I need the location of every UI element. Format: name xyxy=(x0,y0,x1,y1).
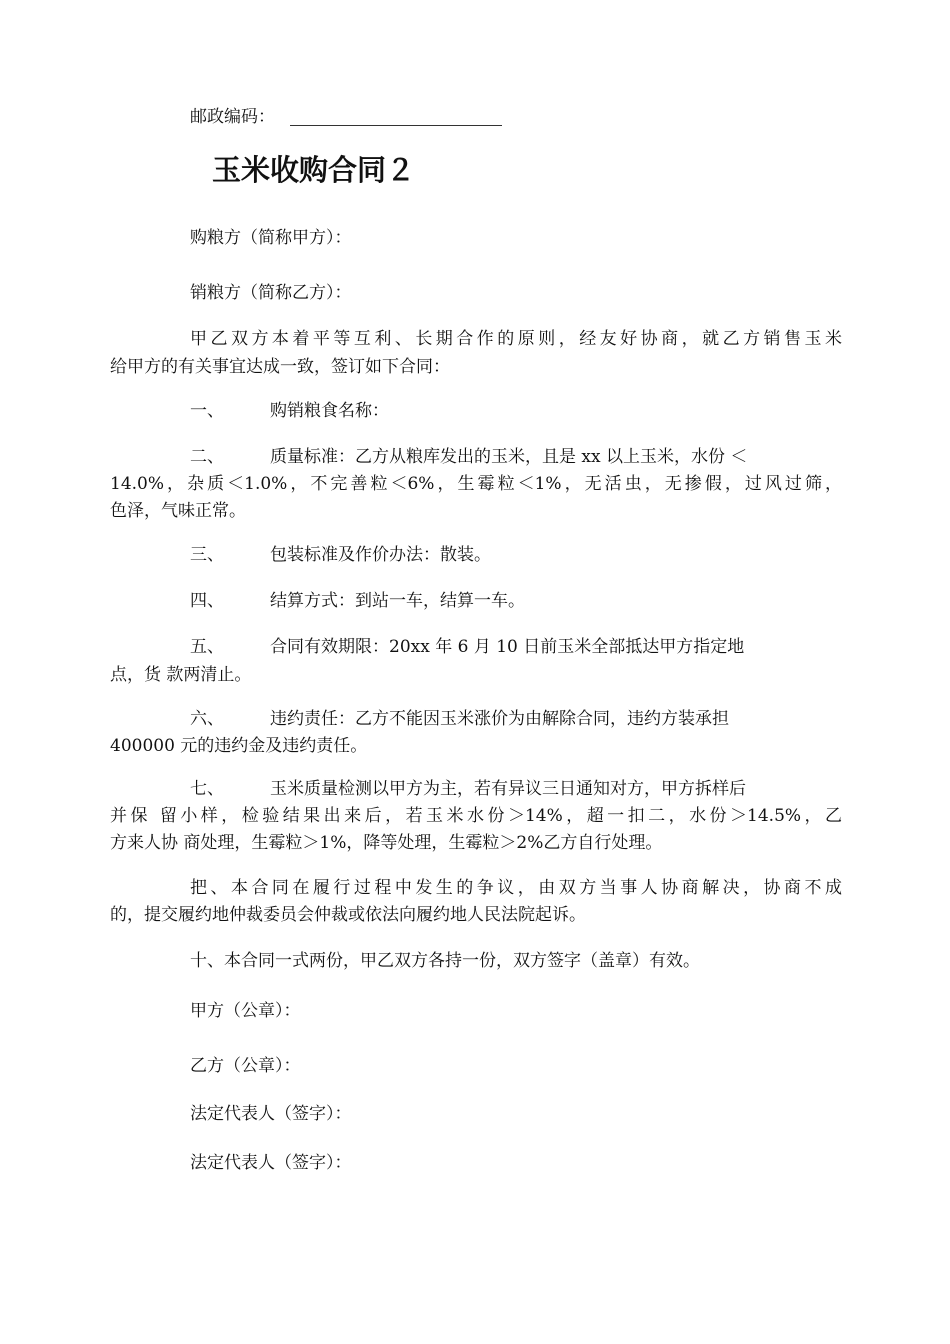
postal-code-label: 邮政编码： xyxy=(190,107,275,127)
party-b-seal-line: 乙方（公章）： xyxy=(190,1056,301,1076)
clause-5-line-2: 点，货 款两清止。 xyxy=(110,665,252,685)
clause-4-number: 四、 xyxy=(190,591,224,611)
document-title: 玉米收购合同２ xyxy=(212,153,416,187)
clause-5-number: 五、 xyxy=(190,637,224,657)
intro-line-2: 给甲方的有关事宜达成一致，签订如下合同： xyxy=(110,357,450,377)
clause-7-text-1: 玉米质量检测以甲方为主，若有异议三日通知对方，甲方拆样后 xyxy=(270,779,746,799)
clause-2-line-2: 14.0%，杂质＜1.0%，不完善粒＜6%，生霉粒＜1%，无活虫，无掺假，过风过筛， xyxy=(110,474,842,494)
clause-7-number: 七、 xyxy=(190,779,224,799)
clause-5-line-1 xyxy=(190,632,842,663)
clause-2-line-3: 色泽，气味正常。 xyxy=(110,501,246,521)
clause-2-number: 二、 xyxy=(190,447,224,467)
clause-6-text-1: 违约责任：乙方不能因玉米涨价为由解除合同，违约方装承担 xyxy=(270,709,729,729)
clause-8-line-1: 把、本合同在履行过程中发生的争议，由双方当事人协商解决，协商不成 xyxy=(190,878,842,898)
postal-code-blank-line xyxy=(290,125,502,126)
clause-1 xyxy=(190,396,842,427)
clause-6-line-2: 400000 元的违约金及违约责任。 xyxy=(110,736,368,756)
clause-2-text-1: 质量标准：乙方从粮库发出的玉米，且是 xx 以上玉米，水份 ＜ xyxy=(270,447,748,467)
intro-line-1: 甲乙双方本着平等互利、长期合作的原则，经友好协商，就乙方销售玉米 xyxy=(190,329,842,349)
clause-1-number: 一、 xyxy=(190,401,224,421)
clause-4-text: 结算方式：到站一车，结算一车。 xyxy=(270,591,525,611)
legal-rep-signature-line-1: 法定代表人（签字）： xyxy=(190,1104,352,1124)
buyer-party-line: 购粮方（简称甲方）： xyxy=(190,228,352,248)
clause-1-text: 购销粮食名称： xyxy=(270,401,389,421)
clause-3 xyxy=(190,540,842,571)
seller-party-line: 销粮方（简称乙方）： xyxy=(190,283,352,303)
clause-7-line-2: 并保 留小样，检验结果出来后，若玉米水份＞14%，超一扣二，水份＞14.5%，乙 xyxy=(110,806,842,826)
legal-rep-signature-line-2: 法定代表人（签字）： xyxy=(190,1153,352,1173)
clause-10: 十、本合同一式两份，甲乙双方各持一份，双方签字（盖章）有效。 xyxy=(190,951,700,971)
clause-7-line-3: 方来人协 商处理，生霉粒＞1%，降等处理，生霉粒＞2%乙方自行处理。 xyxy=(110,833,663,853)
clause-6-number: 六、 xyxy=(190,709,224,729)
clause-4 xyxy=(190,586,842,617)
clause-8-line-2: 的，提交履约地仲裁委员会仲裁或依法向履约地人民法院起诉。 xyxy=(110,905,586,925)
clause-5-text-1: 合同有效期限：20xx 年 6 月 10 日前玉米全部抵达甲方指定地 xyxy=(270,637,745,657)
party-a-seal-line: 甲方（公章）： xyxy=(190,1001,301,1021)
clause-3-number: 三、 xyxy=(190,545,224,565)
clause-3-text: 包装标准及作价办法：散装。 xyxy=(270,545,491,565)
